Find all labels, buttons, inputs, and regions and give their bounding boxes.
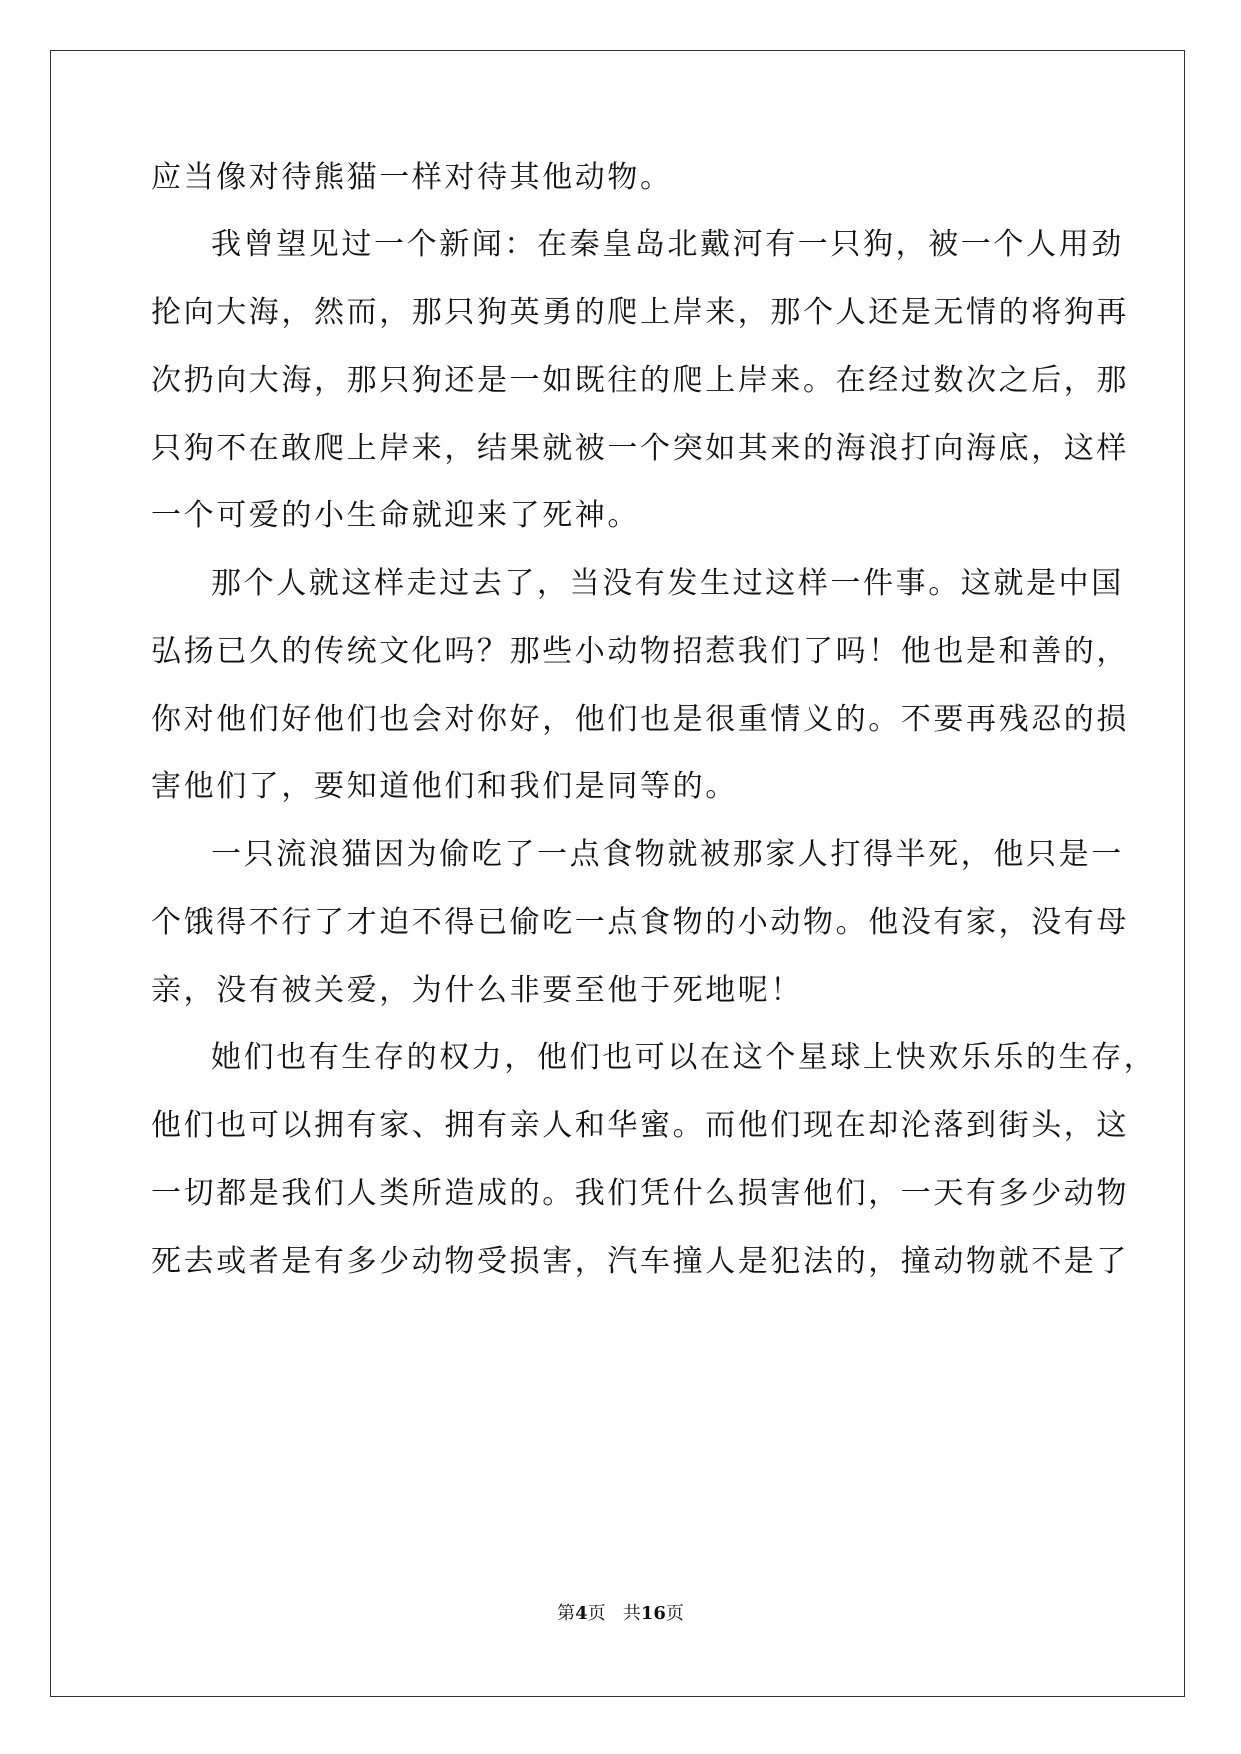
total-pages: 16 [640,1603,666,1624]
text-line: 你对他们好他们也会对你好，他们也是很重情义的。不要再残忍的损 [151,702,1129,737]
text-line: 一切都是我们人类所造成的。我们凭什么损害他们，一天有多少动物 [151,1176,1129,1211]
total-suffix: 页 [665,1603,684,1624]
text-line: 个饿得不行了才迫不得已偷吃一点食物的小动物。他没有家，没有母 [151,905,1129,940]
text-line: 她们也有生存的权力，他们也可以在这个星球上快欢乐乐的生存， [211,1040,1157,1075]
text-line: 次扔向大海，那只狗还是一如既往的爬上岸来。在经过数次之后，那 [151,363,1129,398]
text-line: 一个可爱的小生命就迎来了死神。 [151,498,640,533]
page-number: 4 [575,1603,588,1624]
text-line: 害他们了，要知道他们和我们是同等的。 [151,769,738,804]
text-line: 一只流浪猫因为偷吃了一点食物就被那家人打得半死，他只是一 [211,837,1124,872]
text-line: 我曾望见过一个新闻：在秦皇岛北戴河有一只狗，被一个人用劲 [211,227,1124,262]
text-line: 应当像对待熊猫一样对待其他动物。 [151,160,673,195]
page-suffix: 页 [587,1603,606,1624]
text-line: 弘扬已久的传统文化吗？那些小动物招惹我们了吗！他也是和善的， [151,634,1129,669]
text-line: 死去或者是有多少动物受损害，汽车撞人是犯法的，撞动物就不是了 [151,1244,1129,1279]
text-line: 那个人就这样走过去了，当没有发生过这样一件事。这就是中国 [211,566,1124,601]
total-prefix: 共 [622,1603,641,1624]
page-footer [0,1602,1241,1626]
text-line: 他们也可以拥有家、拥有亲人和华蜜。而他们现在却沦落到街头，这 [151,1108,1129,1143]
text-line: 亲，没有被关爱，为什么非要至他于死地呢！ [151,973,803,1008]
text-line: 只狗不在敢爬上岸来，结果就被一个突如其来的海浪打向海底，这样 [151,431,1129,466]
text-line: 抡向大海，然而，那只狗英勇的爬上岸来，那个人还是无情的将狗再 [151,295,1129,330]
page-prefix: 第 [557,1603,576,1624]
